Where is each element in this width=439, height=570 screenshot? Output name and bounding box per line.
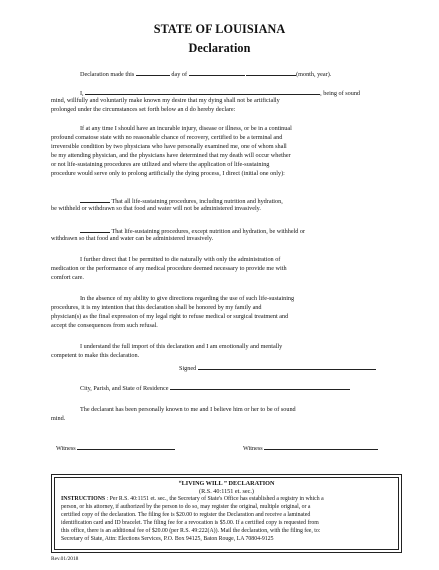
instructions-line: person, or his attorney, if authorized by the person to do so, may register the original, multiple original, or a (61, 504, 311, 510)
witness-2-line (243, 443, 378, 453)
p4-line: In the absence of my ability to give directions regarding the use of such life-sustaining (80, 295, 295, 302)
p2-line: be my attending physician, and the physicians have determined that my death will occur whether (51, 152, 291, 159)
option-2-initial-blank[interactable] (80, 226, 110, 233)
instructions-line: this office, there is an additional fee of $20.00 (per R.S. 49:222(A)). Mail the declaration, with the filing fee, to: (61, 528, 321, 534)
p2-line: or not life-sustaining procedures are utilized and where the application of life-sustaining (51, 161, 270, 168)
witness-2-label: Witness (243, 445, 263, 452)
declarant-name-blank[interactable] (85, 88, 320, 95)
day-blank[interactable] (136, 69, 170, 76)
p4-line: accept the consequences from such refusal. (51, 322, 158, 329)
declarant-prefix: I, (80, 90, 84, 97)
instructions-line: certified copy of the declaration. The filing fee is $20.00 to register the Declaration and receive a laminated (61, 512, 311, 518)
p5-line: competent to make this declaration. (51, 352, 140, 359)
p2-line: irreversible condition by two physicians who have personally examined me, one of whom shall (51, 143, 287, 150)
option-1-line-2: be withheld or withdrawn so that food and water will not be administered invasively. (51, 205, 261, 212)
instructions-box (51, 474, 402, 553)
signed-label: Signed (179, 365, 197, 372)
intro-text-c: (month, year). (296, 71, 332, 78)
p2-line: procedure would serve only to prolong artificially the dying process, I direct (initial one only): (51, 170, 285, 177)
witness-2-blank[interactable] (264, 443, 378, 450)
option-1-text: That all life-sustaining procedures, including nutrition and hydration, (111, 198, 283, 205)
signed-line (179, 363, 376, 373)
intro-text-a: Declaration made this (80, 71, 135, 78)
witness-1-label: Witness (56, 445, 76, 452)
instructions-box-inner (54, 477, 399, 550)
declarant-suffix: , being of sound (320, 90, 361, 97)
instructions-line: identification card and ID bracelet. The filing fee for a revocation is $5.00. If a certified copy is requested from (61, 520, 319, 526)
p3-line: comfort care. (51, 274, 84, 281)
p3-line: medication or the performance of any medical procedure deemed necessary to provide me with (51, 265, 287, 272)
p5-line: I understand the full import of this declaration and I am emotionally and mentally (80, 343, 283, 350)
instructions-label: INSTRUCTIONS (61, 496, 106, 502)
intro-text-b: day of (171, 71, 188, 78)
intro-line (80, 69, 331, 79)
city-label: City, Parish, and State of Residence (80, 385, 169, 392)
p6-line: The declarant has been personally known to me and I believe him or her to be of sound (80, 406, 296, 413)
city-blank[interactable] (170, 383, 350, 390)
box-subtitle: (R.S. 40:1151 et. sec.) (199, 488, 254, 495)
city-line (80, 383, 350, 393)
instructions-line: Secretary of State, Attn: Elections Services, P.O. Box 94125, Baton Rouge, LA 70804-9125 (61, 536, 274, 542)
witness-1-line (56, 443, 175, 453)
revision-note: Rev.01/2018 (51, 556, 79, 562)
p2-line: profound comatose state with no reasonable chance of recovery, certified to be a terminal and (51, 134, 283, 141)
option-2-text: That life-sustaining procedures, except nutrition and hydration, be withheld or (111, 228, 306, 235)
signature-blank[interactable] (198, 363, 376, 370)
box-title: “LIVING WILL ” DECLARATION (178, 480, 275, 487)
option-1-initial-blank[interactable] (80, 196, 110, 203)
p1-line-2: mind, willfully and voluntarily make known my desire that my dying shall not be artificially (51, 97, 280, 104)
month-blank[interactable] (189, 69, 245, 76)
p4-line: physician(s) as the final expression of my legal right to refuse medical or surgical treatment and (51, 313, 289, 320)
p4-line: procedures, it is my intention that this declaration shall be honored by my family and (51, 304, 262, 311)
p2-line: If at any time I should have an incurable injury, disease or illness, or be in a continual (80, 125, 292, 132)
instructions-line-1 (61, 496, 324, 503)
p6-line: mind. (51, 415, 66, 422)
page-title: STATE OF LOUISIANA (153, 22, 286, 36)
p3-line: I further direct that I be permitted to die naturally with only the administration of (80, 256, 281, 263)
p1-line-3: prolonged under the circumstances set forth below an d do hereby declare: (51, 106, 236, 113)
witness-1-blank[interactable] (77, 443, 175, 450)
year-blank[interactable] (246, 69, 296, 76)
option-2-line-2: withdrawn so that food and water can be administered invasively. (51, 235, 214, 242)
page-subtitle: Declaration (188, 41, 251, 55)
instructions-text: : Per R.S. 40:1151 et. sec., the Secretary of State's Office has established a registry in which a (105, 496, 324, 502)
